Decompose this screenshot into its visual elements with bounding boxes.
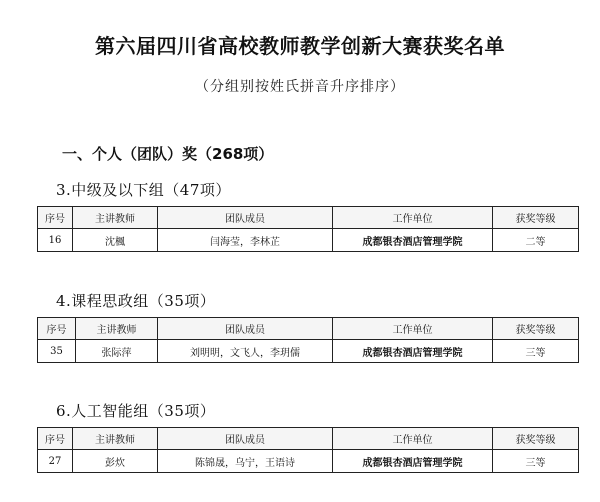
- group-heading-ideology: 4.课程思政组（35项）: [56, 292, 216, 310]
- award-table-ideology: [37, 317, 579, 363]
- page-subtitle: （分组别按姓氏拼音升序排序）: [195, 79, 405, 95]
- cell-teacher: 彭炊: [73, 450, 158, 473]
- award-table-ai: [37, 427, 579, 473]
- section-heading: 一、个人（团队）奖（268项）: [62, 145, 274, 163]
- header-unit: 工作单位: [333, 428, 493, 450]
- cell-unit: 成都银杏酒店管理学院: [333, 340, 493, 363]
- cell-level: 三等: [493, 450, 579, 473]
- table-row: [38, 450, 579, 473]
- header-members: 团队成员: [158, 318, 333, 340]
- table-header-row: [38, 318, 579, 340]
- group-heading-ai: 6.人工智能组（35项）: [56, 402, 216, 420]
- cell-teacher: 张际萍: [76, 340, 158, 363]
- header-teacher: 主讲教师: [76, 318, 158, 340]
- header-no: 序号: [38, 318, 76, 340]
- header-level: 获奖等级: [493, 428, 579, 450]
- table-header-row: [38, 207, 579, 229]
- cell-unit: 成都银杏酒店管理学院: [333, 229, 493, 252]
- table-row: [38, 340, 579, 363]
- award-table-intermediate: [37, 206, 579, 252]
- header-unit: 工作单位: [333, 318, 493, 340]
- header-level: 获奖等级: [493, 318, 579, 340]
- group-heading-intermediate: 3.中级及以下组（47项）: [56, 181, 231, 199]
- cell-no: 35: [38, 340, 76, 363]
- header-members: 团队成员: [158, 207, 333, 229]
- cell-members: 闫海莹，李林芷: [158, 229, 333, 252]
- cell-unit: 成都银杏酒店管理学院: [333, 450, 493, 473]
- header-unit: 工作单位: [333, 207, 493, 229]
- header-teacher: 主讲教师: [73, 428, 158, 450]
- header-teacher: 主讲教师: [73, 207, 158, 229]
- header-no: 序号: [38, 207, 73, 229]
- cell-no: 27: [38, 450, 73, 473]
- cell-members: 陈锦晟，乌宁，王语诗: [158, 450, 333, 473]
- cell-no: 16: [38, 229, 73, 252]
- table-row: [38, 229, 579, 252]
- cell-level: 三等: [493, 340, 579, 363]
- header-members: 团队成员: [158, 428, 333, 450]
- page-title: 第六届四川省高校教师教学创新大赛获奖名单: [95, 34, 505, 58]
- cell-level: 二等: [493, 229, 579, 252]
- table-header-row: [38, 428, 579, 450]
- header-no: 序号: [38, 428, 73, 450]
- cell-members: 刘明明，文飞人，李玥儒: [158, 340, 333, 363]
- header-level: 获奖等级: [493, 207, 579, 229]
- cell-teacher: 沈楓: [73, 229, 158, 252]
